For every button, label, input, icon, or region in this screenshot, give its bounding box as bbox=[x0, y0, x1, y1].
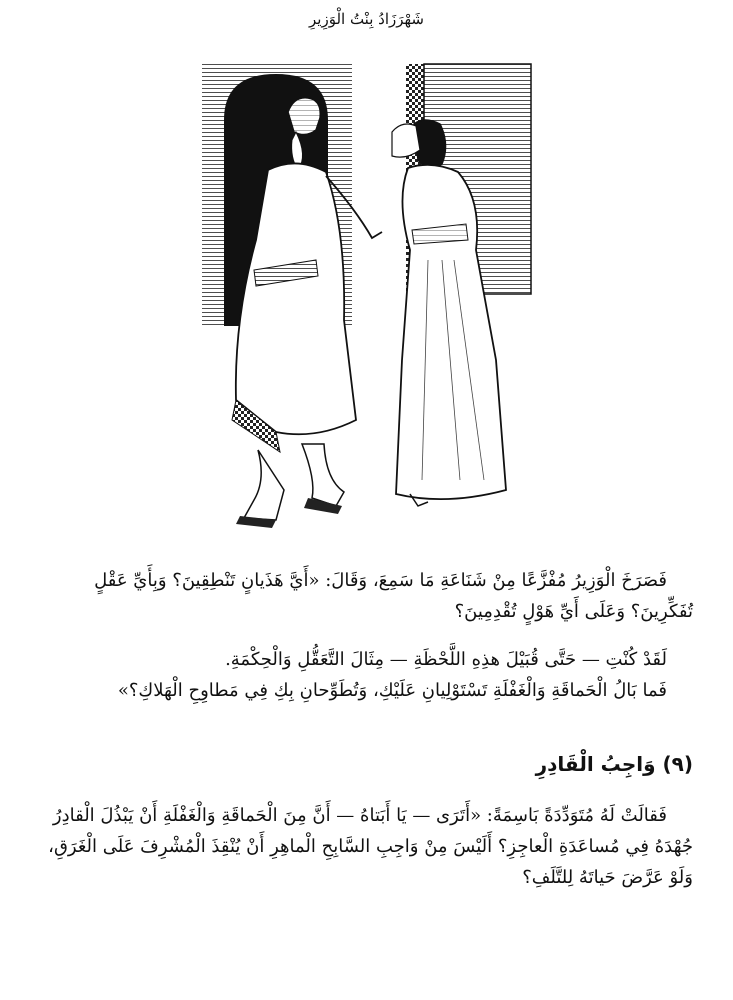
vizier-and-daughter-illustration bbox=[196, 60, 536, 530]
paragraph-vizier-outcry bbox=[33, 565, 693, 627]
paragraph-line: وَلَوْ عَرَّضَ حَياتَهُ لِلتَّلَفِ؟ bbox=[522, 867, 693, 888]
running-header: شَهْرَزَادُ بِنْتُ الْوَزِيرِ bbox=[309, 10, 424, 28]
paragraph-line: فَصَرَخَ الْوَزِيرُ مُفْزَّعًا مِنْ شَنَاعَةِ مَا سَمِعَ، وَقَالَ: «أَيَّ هَذَيانٍ تَنْطِقِينَ؟ وَبِأَيِّ عَقْلٍ bbox=[94, 570, 667, 591]
paragraph-line: تُفَكِّرِينَ؟ وَعَلَى أَيِّ هَوْلٍ تُقْدِمِينَ؟ bbox=[454, 601, 693, 622]
section-title: (٩) وَاجِبُ الْقَادِرِ bbox=[535, 752, 693, 776]
paragraph-line: فَقالَتْ لَهُ مُتَوَدِّدَةً بَاسِمَةً: «أَتَرَى — يَا أَبَتاهُ — أَنَّ مِنَ الْحَماقَةِ وَالْغَفْلَةِ أَنْ يَبْذُلَ الْقادِرُ bbox=[52, 805, 667, 826]
paragraph-folly: فَما بَالُ الْحَماقَةِ وَالْغَفْلَةِ تَسْتَوْلِيانِ عَلَيْكِ، وَتُطَوِّحانِ بِكِ فِي مَطاوِحِ الْهَلاكِ؟» bbox=[117, 680, 667, 701]
paragraph-line: جُهْدَهُ فِي مُساعَدَةِ الْعاجِزِ؟ أَلَيْسَ مِنْ وَاجِبِ السَّابِحِ الْماهِرِ أَنْ يُنْقِذَ الْمُشْرِفَ عَلَى الْغَرَقِ، bbox=[48, 836, 693, 857]
paragraph-wisdom: لَقَدْ كُنْتِ — حَتَّى قُبَيْلَ هذِهِ اللَّحْظَةِ — مِثَالَ التَّعَقُّلِ وَالْحِكْمَةِ. bbox=[225, 649, 667, 670]
paragraph-duty-of-capable bbox=[33, 800, 693, 893]
